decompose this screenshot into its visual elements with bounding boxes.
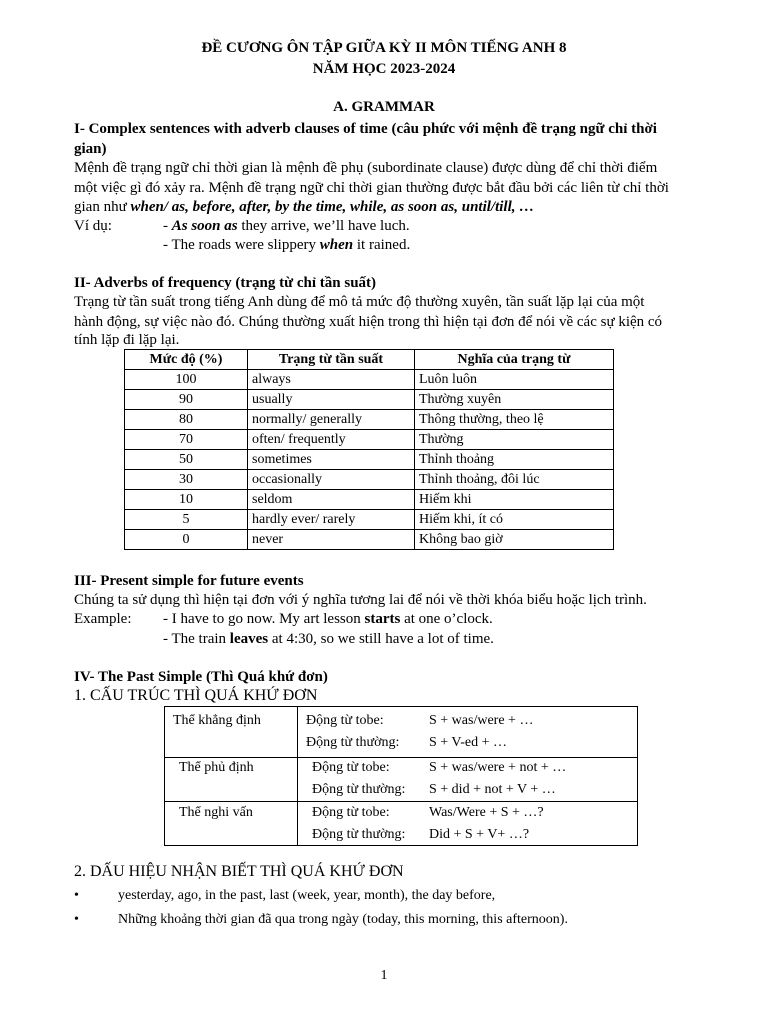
time-conjunctions: when/ as, before, after, by the time, while, as soon as, until/till, … xyxy=(130,199,535,215)
table-row xyxy=(125,510,614,530)
adverb-cell: normally/ generally xyxy=(248,410,415,430)
meaning-cell: Hiếm khi xyxy=(415,490,614,510)
sec3-ex1-pre: - I have to go now. My art lesson xyxy=(163,611,365,627)
sec4-subheading-structure: 1. CẤU TRÚC THÌ QUÁ KHỨ ĐƠN xyxy=(74,687,318,704)
bullet-dot: • xyxy=(74,912,79,927)
sec2-body-line3: tính lặp đi lặp lại. xyxy=(74,332,180,348)
negative-tobe-key: Động từ tobe: xyxy=(312,760,390,775)
level-cell: 90 xyxy=(125,390,248,410)
table-divider xyxy=(165,801,637,802)
school-year: NĂM HỌC 2023-2024 xyxy=(312,61,456,77)
col-header-level: Mức độ (%) xyxy=(125,350,248,370)
level-cell: 0 xyxy=(125,530,248,550)
meaning-cell: Hiếm khi, ít có xyxy=(415,510,614,530)
affirmative-tobe-formula: S + was/were + … xyxy=(429,713,534,728)
sec3-example-1 xyxy=(163,609,493,629)
sec1-ex2-rest: it rained. xyxy=(353,237,411,253)
table-row xyxy=(125,370,614,390)
bullet-dot: • xyxy=(74,888,79,903)
level-cell: 50 xyxy=(125,450,248,470)
sec4-subheading-signals: 2. DẤU HIỆU NHẬN BIẾT THÌ QUÁ KHỨ ĐƠN xyxy=(74,863,404,880)
sec2-body-line1: Trạng từ tần suất trong tiếng Anh dùng để mô tả mức độ thường xuyên, tần suất lặp lại của một xyxy=(74,294,645,310)
sec3-ex1-rest: at one o’clock. xyxy=(400,611,493,627)
adverb-cell: occasionally xyxy=(248,470,415,490)
affirmative-verb-key: Động từ thường: xyxy=(306,735,400,750)
signal-item: Những khoảng thời gian đã qua trong ngày (today, this morning, this afternoon). xyxy=(118,912,568,927)
level-cell: 10 xyxy=(125,490,248,510)
meaning-cell: Thỉnh thoảng xyxy=(415,450,614,470)
level-cell: 30 xyxy=(125,470,248,490)
col-header-adverb: Trạng từ tần suất xyxy=(248,350,415,370)
sec4-heading: IV- The Past Simple (Thì Quá khứ đơn) xyxy=(74,669,328,685)
sec3-ex2-pre: - The train xyxy=(163,631,230,647)
adverb-cell: seldom xyxy=(248,490,415,510)
affirmative-label: Thể khẳng định xyxy=(173,713,261,728)
negative-verb-key: Động từ thường: xyxy=(312,782,406,797)
page-number: 1 xyxy=(380,968,388,983)
interrogative-verb-formula: Did + S + V+ …? xyxy=(429,827,530,842)
sec3-example-label: Example: xyxy=(74,611,132,627)
adverb-cell: never xyxy=(248,530,415,550)
level-cell: 5 xyxy=(125,510,248,530)
frequency-table xyxy=(124,349,614,550)
level-cell: 80 xyxy=(125,410,248,430)
table-row xyxy=(125,450,614,470)
adverb-cell: usually xyxy=(248,390,415,410)
affirmative-verb-formula: S + V-ed + … xyxy=(429,735,508,750)
table-row xyxy=(125,410,614,430)
meaning-cell: Thường xuyên xyxy=(415,390,614,410)
sec1-ex1-rest: they arrive, we’ll have luch. xyxy=(237,218,410,234)
sec3-ex1-keyword: starts xyxy=(364,611,401,627)
sec2-heading: II- Adverbs of frequency (trạng từ chỉ tần suất) xyxy=(74,275,377,291)
meaning-cell: Không bao giờ xyxy=(415,530,614,550)
sec1-ex1-keyword: As soon as xyxy=(171,218,238,234)
section-a-heading: A. GRAMMAR xyxy=(333,99,435,115)
adverb-cell: sometimes xyxy=(248,450,415,470)
sec3-body: Chúng ta sử dụng thì hiện tại đơn với ý nghĩa tương lai để nói về thời khóa biểu hoặc lịch trình. xyxy=(74,592,647,608)
interrogative-verb-key: Động từ thường: xyxy=(312,827,406,842)
sec1-ex2-pre: - The roads were slippery xyxy=(163,237,320,253)
table-row xyxy=(125,390,614,410)
signal-item: yesterday, ago, in the past, last (week, year, month), the day before, xyxy=(118,888,496,903)
frequency-table-header xyxy=(125,350,614,370)
sec2-body-line2: hành động, sự việc nào đó. Chúng thường xuất hiện trong thì hiện tại đơn để nói về các sự kiện có xyxy=(74,314,663,330)
negative-label: Thể phủ định xyxy=(179,760,254,775)
table-row xyxy=(125,470,614,490)
sec1-ex1-dash: - xyxy=(163,218,172,234)
meaning-cell: Thỉnh thoảng, đôi lúc xyxy=(415,470,614,490)
col-header-meaning: Nghĩa của trạng từ xyxy=(415,350,614,370)
sec1-heading-line1: I- Complex sentences with adverb clauses of time (câu phức với mệnh đề trạng ngữ chỉ thời xyxy=(74,121,657,137)
level-cell: 70 xyxy=(125,430,248,450)
sec1-body-line3 xyxy=(74,197,724,217)
sec1-body-line2: một việc gì đó xảy ra. Mệnh đề trạng ngữ chỉ thời gian thường được bắt đầu bởi các liên từ chỉ thời xyxy=(74,180,669,196)
adverb-cell: always xyxy=(248,370,415,390)
negative-verb-formula: S + did + not + V + … xyxy=(429,782,556,797)
sec1-ex2-keyword: when xyxy=(319,237,354,253)
interrogative-tobe-formula: Was/Were + S + …? xyxy=(429,805,544,820)
sec3-heading: III- Present simple for future events xyxy=(74,573,304,589)
past-simple-structure-table xyxy=(164,706,638,846)
sec1-body-line1: Mệnh đề trạng ngữ chỉ thời gian là mệnh đề phụ (subordinate clause) được dùng để chỉ thời điểm xyxy=(74,160,658,176)
adverb-cell: often/ frequently xyxy=(248,430,415,450)
meaning-cell: Luôn luôn xyxy=(415,370,614,390)
sec1-example-1 xyxy=(163,216,410,236)
interrogative-tobe-key: Động từ tobe: xyxy=(312,805,390,820)
sec1-body-line3-text: gian như xyxy=(74,199,131,215)
sec3-ex2-rest: at 4:30, so we still have a lot of time. xyxy=(268,631,494,647)
sec3-example-2 xyxy=(163,629,494,649)
sec3-ex2-keyword: leaves xyxy=(229,631,269,647)
document-title: ĐỀ CƯƠNG ÔN TẬP GIỮA KỲ II MÔN TIẾNG ANH 8 xyxy=(201,40,567,56)
meaning-cell: Thường xyxy=(415,430,614,450)
sec1-heading-line2: gian) xyxy=(74,141,107,157)
sec1-example-2 xyxy=(163,235,410,255)
interrogative-label: Thể nghi vấn xyxy=(179,805,253,820)
meaning-cell: Thông thường, theo lệ xyxy=(415,410,614,430)
sec1-example-label: Ví dụ: xyxy=(74,218,112,234)
table-divider xyxy=(297,707,298,845)
table-row xyxy=(125,530,614,550)
level-cell: 100 xyxy=(125,370,248,390)
negative-tobe-formula: S + was/were + not + … xyxy=(429,760,567,775)
affirmative-tobe-key: Động từ tobe: xyxy=(306,713,384,728)
table-divider xyxy=(165,757,637,758)
table-row xyxy=(125,490,614,510)
table-row xyxy=(125,430,614,450)
adverb-cell: hardly ever/ rarely xyxy=(248,510,415,530)
